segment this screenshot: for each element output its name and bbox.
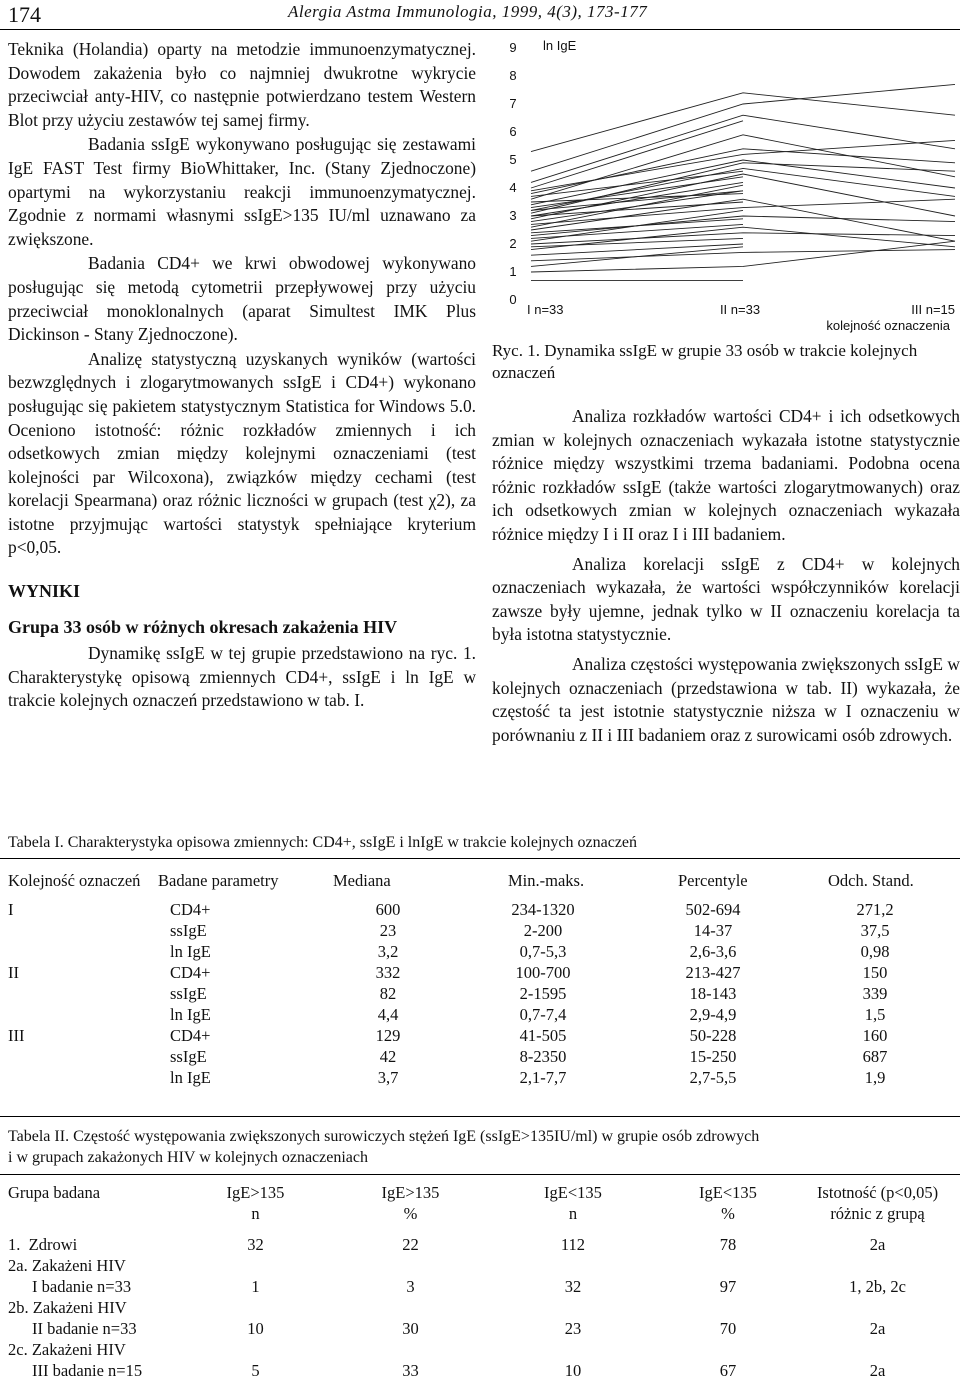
table-cell <box>8 1046 158 1067</box>
table-row <box>8 1067 952 1088</box>
series-lines <box>531 84 955 280</box>
table2-caption-line1: Tabela II. Częstość występowania zwiększonych surowiczych stężeń IgE (ssIgE>135IU/ml) w grupie osób zdrowych <box>8 1128 760 1145</box>
table-cell: 502-694 <box>685 900 741 919</box>
x-tick-label: III n=15 <box>911 302 955 317</box>
group-cell <box>8 1297 183 1339</box>
table-cell: 3,7 <box>377 1068 399 1087</box>
table-row <box>8 1339 952 1381</box>
y-tick-label: 5 <box>509 152 517 167</box>
table-cell: ln IgE <box>170 942 211 961</box>
table-cell: 10 <box>564 1361 582 1380</box>
table-cell: 1,5 <box>864 1005 886 1024</box>
table-cell <box>8 983 158 1004</box>
table-cell: 14-37 <box>693 921 733 940</box>
table-cell: 129 <box>375 1026 401 1045</box>
table2-header: % <box>721 1204 735 1223</box>
table-cell: 271,2 <box>856 900 894 919</box>
table2-header: IgE<135 <box>699 1183 757 1202</box>
table-cell: 112 <box>560 1235 586 1254</box>
group-line: 2a. Zakażeni HIV <box>8 1256 126 1275</box>
table-cell: 15-250 <box>689 1047 737 1066</box>
table-cell: 3,2 <box>377 942 399 961</box>
x-tick-label: I n=33 <box>527 302 564 317</box>
table1-caption: Tabela I. Charakterystyka opisowa zmiennych: CD4+, ssIgE i lnIgE w trakcie kolejnych oznaczeń <box>8 834 638 851</box>
table-row <box>8 899 952 920</box>
table-row <box>8 941 952 962</box>
table-cell: 37,5 <box>860 921 890 940</box>
table-cell: 82 <box>379 984 397 1003</box>
table-cell: 42 <box>379 1047 397 1066</box>
table2-caption-line2: i w grupach zakażonych HIV w kolejnych oznaczeniach <box>8 1149 368 1166</box>
table-cell: 97 <box>719 1277 737 1296</box>
table-cell: 32 <box>247 1235 264 1254</box>
table1-top-rule <box>0 858 960 859</box>
table-cell: III <box>8 1026 25 1045</box>
table1-header: Odch. Stand. <box>828 871 914 890</box>
table2-header: Istotność (p<0,05) <box>816 1183 939 1202</box>
group-line: 2b. Zakażeni HIV <box>8 1298 127 1317</box>
y-tick-label: 4 <box>509 180 517 195</box>
right-column <box>492 405 960 747</box>
table-row <box>8 1234 952 1255</box>
table1-header: Percentyle <box>678 871 748 890</box>
header-rule <box>0 29 960 30</box>
series-line <box>531 93 955 152</box>
table-cell: 2,7-5,5 <box>689 1068 737 1087</box>
y-tick-label: 0 <box>509 292 517 307</box>
paragraph: Teknika (Holandia) oparty na metodzie immunoenzymatycznej. Dowodem zakażenia było co najmniej dwukrotne wykrycie przeciwciał anty-HIV, co następnie potwierdzano testem Western Blot przy użyciu zestawów tej samej firmy. <box>8 39 476 130</box>
table-cell: 8-2350 <box>519 1047 567 1066</box>
figure-caption <box>492 340 960 384</box>
table-cell <box>8 941 158 962</box>
table-cell <box>8 920 158 941</box>
paragraph: Badania CD4+ we krwi obwodowej wykonywano posługując się metodą cytometrii przepływowej przy użyciu przeciwciał monoklonalnych (aparat Simultest IMK Plus Dickinson - Stany Zjednoczone). <box>8 253 476 345</box>
table-cell: ssIgE <box>170 984 207 1003</box>
table-row <box>8 962 952 983</box>
table-cell: 234-1320 <box>511 900 575 919</box>
table-cell: 23 <box>564 1319 582 1338</box>
paragraph: Analizę statystyczną uzyskanych wyników (wartości bezwzględnych i zlogarytmowanych ssIgE i CD4+) wykonano posługując się pakietem statystycznym Statistica for Windows 5.0. Oceniono istotność: różnic rozkładów zmiennych i ich odsetkowych zmian między kolejnymi oznaczeniami (test kolejności par Wilcoxona), związków między cechami (test korelacji Spearmana) oraz różnic liczności w grupach (test χ2), za istotne przyjmując wartości statystyk spełniające kryterium p<0,05. <box>8 348 476 558</box>
table1-header: Badane parametry <box>158 871 279 890</box>
y-tick-label: 1 <box>509 264 517 279</box>
table-cell: 213-427 <box>685 963 741 982</box>
group-line: 1. Zdrowi <box>8 1235 78 1254</box>
table-cell: ssIgE <box>170 1047 207 1066</box>
table-cell: 70 <box>719 1319 737 1338</box>
series-line <box>531 250 955 261</box>
table-cell: 2a <box>869 1361 886 1380</box>
table-cell: 1, 2b, 2c <box>849 1277 906 1296</box>
table1-header-row <box>8 870 952 899</box>
table-cell: 2a <box>869 1319 886 1338</box>
page-number: 174 <box>8 2 41 27</box>
table-row <box>8 983 952 1004</box>
table-cell: 41-505 <box>519 1026 567 1045</box>
table-cell: 100-700 <box>515 963 571 982</box>
table-cell: 0,7-5,3 <box>519 942 567 961</box>
table-row <box>8 1004 952 1025</box>
group-line: II badanie n=33 <box>32 1319 137 1338</box>
table-row <box>8 1025 952 1046</box>
series-line <box>531 182 743 216</box>
x-axis-label: kolejność oznaczenia <box>826 318 950 333</box>
table2-header <box>8 1203 183 1234</box>
y-tick-label: 3 <box>509 208 517 223</box>
table-cell: 50-228 <box>689 1026 737 1045</box>
table-cell: 339 <box>862 984 888 1003</box>
y-tick-label: 2 <box>509 236 517 251</box>
table2 <box>8 1182 952 1381</box>
left-column <box>8 38 476 713</box>
table-cell: 10 <box>247 1319 264 1338</box>
series-line <box>531 140 955 190</box>
line-chart <box>495 32 960 337</box>
table-cell: 30 <box>402 1319 419 1338</box>
table2-header: n <box>568 1204 578 1223</box>
table2-header: IgE>135 <box>381 1183 440 1202</box>
figure-caption-text: Dynamika ssIgE w grupie 33 osób w trakcie kolejnych oznaczeń <box>492 341 918 382</box>
table-cell: 67 <box>719 1361 737 1380</box>
table-row <box>8 920 952 941</box>
table-cell: 0,98 <box>860 942 890 961</box>
table-cell: 2a <box>869 1235 886 1254</box>
table-row <box>8 1297 952 1339</box>
table2-header: różnic z grupą <box>830 1204 925 1223</box>
table-cell: 1,9 <box>864 1068 886 1087</box>
table-cell: ssIgE <box>170 921 207 940</box>
paragraph: Analiza częstości występowania zwiększonych ssIgE w kolejnych oznaczeniach (przedstawiona w tab. II) wykazała, że częstość ta jest istotnie statystycznie niższa w I oznaczeniu w porównaniu z II i III badaniem oraz z surowicami osób zdrowych. <box>492 653 960 745</box>
table2-header-row-1 <box>8 1182 952 1203</box>
table1-header: Mediana <box>333 871 391 890</box>
paragraph: Dynamikę ssIgE w tej grupie przedstawiono na ryc. 1. Charakterystykę opisową zmiennych CD4+, ssIgE i ln IgE w trakcie kolejnych oznaczeń przedstawiono w tab. I. <box>8 643 476 711</box>
table-cell: 600 <box>375 900 401 919</box>
section-heading: WYNIKI <box>8 581 81 602</box>
table-cell: 18-143 <box>689 984 737 1003</box>
group-line: III badanie n=15 <box>32 1361 143 1380</box>
x-tick-label: II n=33 <box>719 302 761 317</box>
table1 <box>8 870 952 1088</box>
table-cell: 5 <box>251 1361 260 1380</box>
table-cell: 4,4 <box>377 1005 399 1024</box>
table-cell: 32 <box>564 1277 582 1296</box>
group-line: 2c. Zakażeni HIV <box>8 1340 126 1359</box>
series-line <box>531 241 955 272</box>
table-cell: 2,9-4,9 <box>689 1005 737 1024</box>
table2-header: IgE>135 <box>226 1183 285 1202</box>
table-cell: 0,7-7,4 <box>519 1005 567 1024</box>
figure-ln-ige-chart <box>495 32 960 337</box>
section-subheading: Grupa 33 osób w różnych okresach zakażenia HIV <box>8 616 398 637</box>
y-tick-label: 7 <box>509 96 517 111</box>
group-cell <box>8 1339 183 1381</box>
y-tick-label: 8 <box>509 68 517 83</box>
table-cell: CD4+ <box>170 963 211 982</box>
table-cell: 3 <box>406 1277 415 1296</box>
table-row <box>8 1255 952 1297</box>
y-tick-label: 6 <box>509 124 517 139</box>
table-cell: ln IgE <box>170 1005 211 1024</box>
table-cell: 33 <box>402 1361 419 1380</box>
table2-header-row-2 <box>8 1203 952 1234</box>
x-axis-ticks <box>527 302 955 317</box>
table-cell: 687 <box>862 1047 888 1066</box>
table-cell: 78 <box>719 1235 737 1254</box>
table1-header: Min.-maks. <box>508 871 585 890</box>
paragraph: Analiza rozkładów wartości CD4+ i ich odsetkowych zmian w kolejnych oznaczeniach wykazała istotne statystycznie różnice między wszystkimi trzema badaniami. Podobna ocena różnic rozkładów ssIgE (także wartości zlogarytmowanych) oraz ich odsetkowych zmian w kolejnych oznaczeniach wykazała różnice między I i II oraz I i III badaniem. <box>492 406 960 544</box>
figure-caption-label: Ryc. 1. <box>492 341 540 360</box>
y-axis-ticks <box>509 40 516 307</box>
table-cell: 22 <box>402 1235 419 1254</box>
group-cell <box>8 1255 183 1297</box>
series-line <box>531 121 743 188</box>
table-cell: 150 <box>862 963 888 982</box>
table1-bottom-rule <box>0 1116 960 1117</box>
table1-header: Kolejność oznaczeń <box>8 871 141 890</box>
paragraph: Analiza korelacji ssIgE z CD4+ w kolejnych oznaczeniach wykazała, że wartości współczynników korelacji zawsze były ujemne, jednak tylko w II oznaczeniu korelacja ta była istotna statystycznie. <box>492 553 960 645</box>
journal-title: Alergia Astma Immunologia, 1999, 4(3), 173-177 <box>288 2 648 21</box>
table-cell: 332 <box>375 963 401 982</box>
y-tick-label: 9 <box>509 40 517 55</box>
table-cell: 2-200 <box>523 921 563 940</box>
table-cell: 1 <box>251 1277 260 1296</box>
paragraph: Badania ssIgE wykonywano posługując się zestawami IgE FAST Test firmy BioWhittaker, Inc. (Stany Zjednoczone) opartymi na wykorzystaniu reakcji immunoenzymatycznej. Zgodnie z normami własnymi ssIgE>135 IU/ml uznawano za zwiększone. <box>8 134 476 249</box>
table2-header: IgE<135 <box>544 1183 602 1202</box>
group-line: I badanie n=33 <box>32 1277 132 1296</box>
table2-header: n <box>251 1204 260 1223</box>
table-cell: 2,1-7,7 <box>519 1068 567 1087</box>
table-cell <box>8 1067 158 1088</box>
table-cell: 2,6-3,6 <box>689 942 737 961</box>
table2-top-rule <box>0 1174 960 1175</box>
table-cell: I <box>8 900 14 919</box>
group-cell <box>8 1234 183 1255</box>
table-cell: 160 <box>862 1026 888 1045</box>
page-header <box>0 0 960 36</box>
table-cell: 23 <box>379 921 397 940</box>
table-cell: II <box>8 963 19 982</box>
table-row <box>8 1046 952 1067</box>
table-cell: CD4+ <box>170 900 211 919</box>
table2-header: % <box>403 1204 418 1223</box>
table-cell <box>8 1004 158 1025</box>
table-cell: 2-1595 <box>519 984 567 1003</box>
table-cell: ln IgE <box>170 1068 211 1087</box>
chart-title: ln IgE <box>543 38 577 53</box>
table2-header: Grupa badana <box>8 1183 101 1202</box>
table-cell: CD4+ <box>170 1026 211 1045</box>
